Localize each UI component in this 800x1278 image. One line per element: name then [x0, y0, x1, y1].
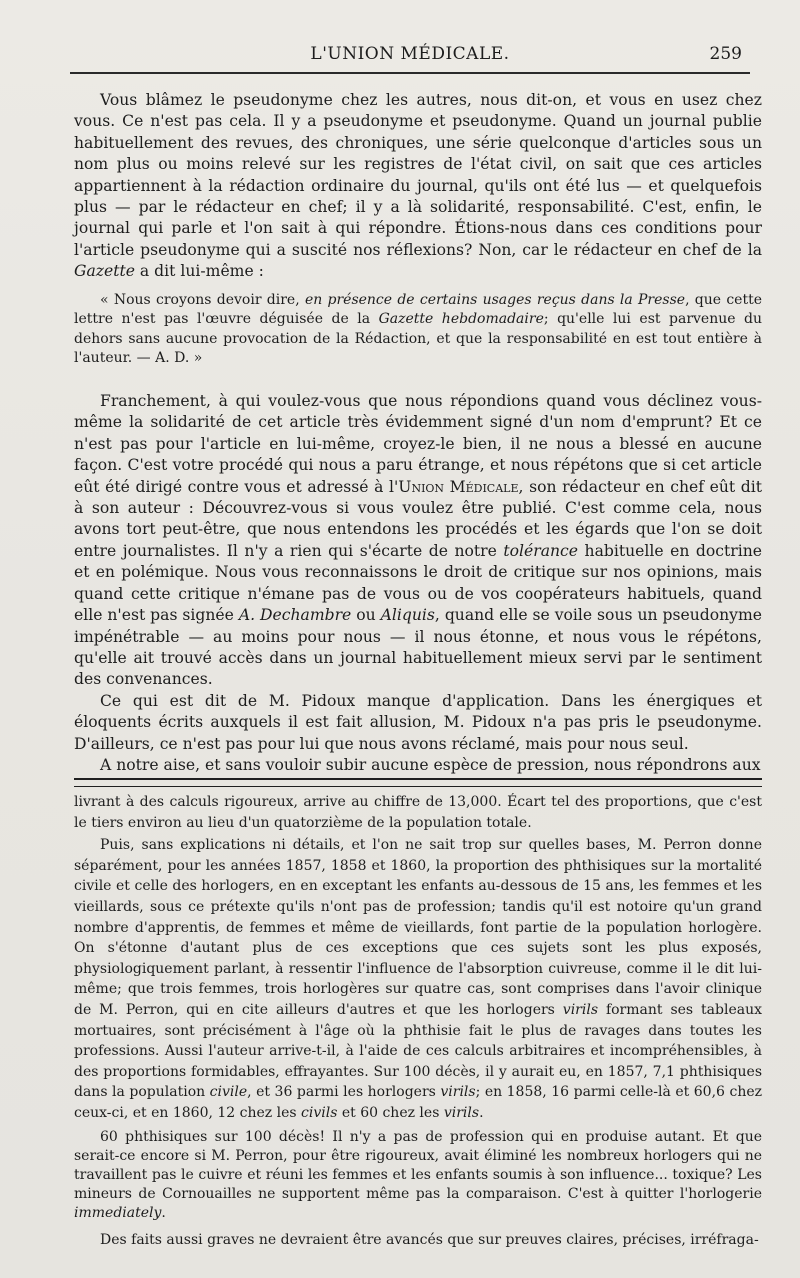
paragraph: Ce qui est dit de M. Pidoux manque d'application. Dans les énergiques et éloquents écrits auxquels il est fait allusion, M. Pidoux n'a pas pris le pseudonyme. D'ailleurs, ce n'est pas pour lui que nous avons réclamé, mais pour nous seul.	[74, 691, 762, 753]
journal-name: Gazette	[74, 262, 135, 281]
paragraph	[74, 835, 762, 1123]
text-run: formant ses tableaux mortuaires, sont précisément à l'âge où la phthisie fait le plus de ravages dans toutes les professions. Aussi l'auteur arrive-t-il, à l'aide de ces calculs arbitraires et incompréhensibles, à des proportions formidables, effrayantes. Sur 100 décès, il y aurait eu, en 1857, 7,1 phthisiques dans la population	[74, 1001, 762, 1101]
text-run: .	[479, 1104, 484, 1121]
journal-name: Gazette hebdomadaire	[378, 311, 544, 328]
paragraph	[74, 90, 762, 283]
text-run: ; en 1858, 16 parmi celle-là et 60,6 chez ceux-ci, et en 1860, 12 chez les	[74, 1084, 762, 1121]
text-run: .	[161, 1205, 166, 1222]
italic-run: immediately	[74, 1205, 162, 1222]
text-run: , quand elle se voile sous un pseudonyme impénétrable — au moins pour nous — il nous étonne, et nous vous le répétons, qu'elle ait trouvé accès dans un journal habituellement mieux servi par le sentiment des convenances.	[74, 606, 762, 689]
text-run: habituelle en doctrine et en polémique. Nous vous reconnaissons le droit de critique sur nos opinions, mais quand cette critique n'émane pas de vous ou de vos coopérateurs habituels, quand elle n'est pas signée	[74, 541, 762, 625]
text-run: « Nous croyons devoir dire,	[100, 291, 305, 308]
paragraph	[74, 391, 762, 691]
text-run: et 60 chez les	[337, 1104, 444, 1121]
text-run: , et 36 parmi les horlogers	[247, 1084, 441, 1101]
upper-article	[74, 90, 762, 776]
text-run: ; qu'elle lui est parvenue du dehors sans aucune provocation de la Rédaction, et que la responsabilité en est tout entière à l'auteur. — A. D. »	[74, 311, 763, 367]
text-run: , son rédacteur en chef eût dit à son auteur : Découvrez-vous si vous voulez être publié. C'est comme cela, nous avons tort peut-être, que nous entendons les procédés et les égards que l'on se doit entre journalistes. Il n'y a rien qui s'écarte de notre	[74, 477, 763, 560]
journal-name: Union Médicale	[398, 477, 519, 496]
text-run: Puis, sans explications ni détails, et l'on ne sait trop sur quelles bases, M. Perron donne séparément, pour les années 1857, 1858 et 1860, la proportion des phthisiques sur la mortalité civile et celle des horlogers, en en exceptant les enfants au-dessous de 15 ans, les femmes et les vieillards, sous ce prétexte qu'ils n'ont pas de profession; tandis qu'il est notoire qu'un grand nombre d'apprentis, de femmes et même de vieillards, font partie de la population horlogère. On s'étonne d'autant plus de ces exceptions que ces sujets sont les plus exposés, physiologiquement parlant, à ressentir l'influence de l'absorption cuivreuse, comme il le dit lui-même; que trois femmes, trois horlogères sur quatre cas, sont comprises dans l'avoir clinique de M. Perron, qui en cite ailleurs d'autres et que les horlogers	[74, 837, 762, 1018]
page-header	[70, 42, 750, 76]
paragraph: Des faits aussi graves ne devraient être avancés que sur preuves claires, précises, irréfraga-	[100, 1231, 759, 1248]
italic-run: en présence de certains usages reçus dans la Presse	[304, 291, 686, 308]
editor-quote	[74, 291, 762, 369]
header-rule	[70, 72, 750, 74]
section-divider	[74, 778, 762, 787]
page-number: 259	[709, 44, 742, 64]
paragraph: A notre aise, et sans vouloir subir aucune espèce de pression, nous répondrons aux	[100, 755, 761, 774]
italic-run: civile	[209, 1084, 248, 1101]
text-run: , que cette lettre n'est pas l'œuvre déguisée de la	[74, 291, 762, 328]
italic-run: tolérance	[503, 541, 579, 560]
text-run: 60 phthisiques sur 100 décès! Il n'y a pas de profession qui en produise autant. Et que serait-ce encore si M. Perron, pour être rigoureux, avait éliminé les nombreux horlogers qui ne travaillent pas le cuivre et réuni les femmes et les enfants soumis à son influence... toxique? Les mineurs de Cornouailles ne supportent même pas la comparaison. C'est à quitter l'horlogerie	[74, 1128, 762, 1203]
text-run: a dit lui-même :	[134, 262, 264, 281]
paragraph: livrant à des calculs rigoureux, arrive au chiffre de 13,000. Écart tel des proportions, que c'est le tiers environ au lieu d'un quatorzième de la population totale.	[74, 794, 762, 831]
running-title: L'UNION MÉDICALE.	[310, 44, 510, 64]
italic-run: civils	[301, 1104, 338, 1121]
spacer	[74, 379, 762, 391]
text-run: ou	[351, 606, 381, 625]
italic-run: virils	[443, 1104, 480, 1121]
text-run: Vous blâmez le pseudonyme chez les autres, nous dit-on, et vous en usez chez vous.	[74, 91, 762, 131]
text-run: Ce n'est pas cela. Il y a pseudonyme et pseudonyme. Quand un journal publie habituellement des revues, des chroniques, une série quelconque d'articles sous un nom plus ou moins relevé sur les registres de l'état civil, on sait que ces articles appartiennent à la rédaction ordinaire du journal, qu'ils ont été lus — et quelquefois plus — par le rédacteur en chef; il y a là solidarité, responsabilité. C'est, enfin, le journal qui parle et l'on sait à qui répondre. Étions-nous dans ces conditions pour l'article pseudonyme qui a suscité nos réflexions? Non, car le rédacteur en chef de la	[74, 112, 762, 259]
author-name: A. Dechambre	[238, 606, 352, 625]
italic-run: virils	[440, 1084, 476, 1101]
lower-article	[74, 792, 762, 1252]
text-run: Franchement, à qui voulez-vous que nous répondions quand vous déclinez vous-même la solidarité de cet article très évidemment signé d'un nom d'emprunt? Et ce n'est pas pour l'article en lui-même, croyez-le bien, il ne nous a blessé en aucune façon. C'est votre procédé qui nous a paru étrange, et nous répétons que si cet article eût été dirigé contre vous et adressé à l'	[74, 392, 762, 496]
italic-run: virils	[562, 1001, 599, 1018]
paragraph	[74, 1128, 762, 1224]
author-name: Aliquis	[380, 606, 435, 625]
